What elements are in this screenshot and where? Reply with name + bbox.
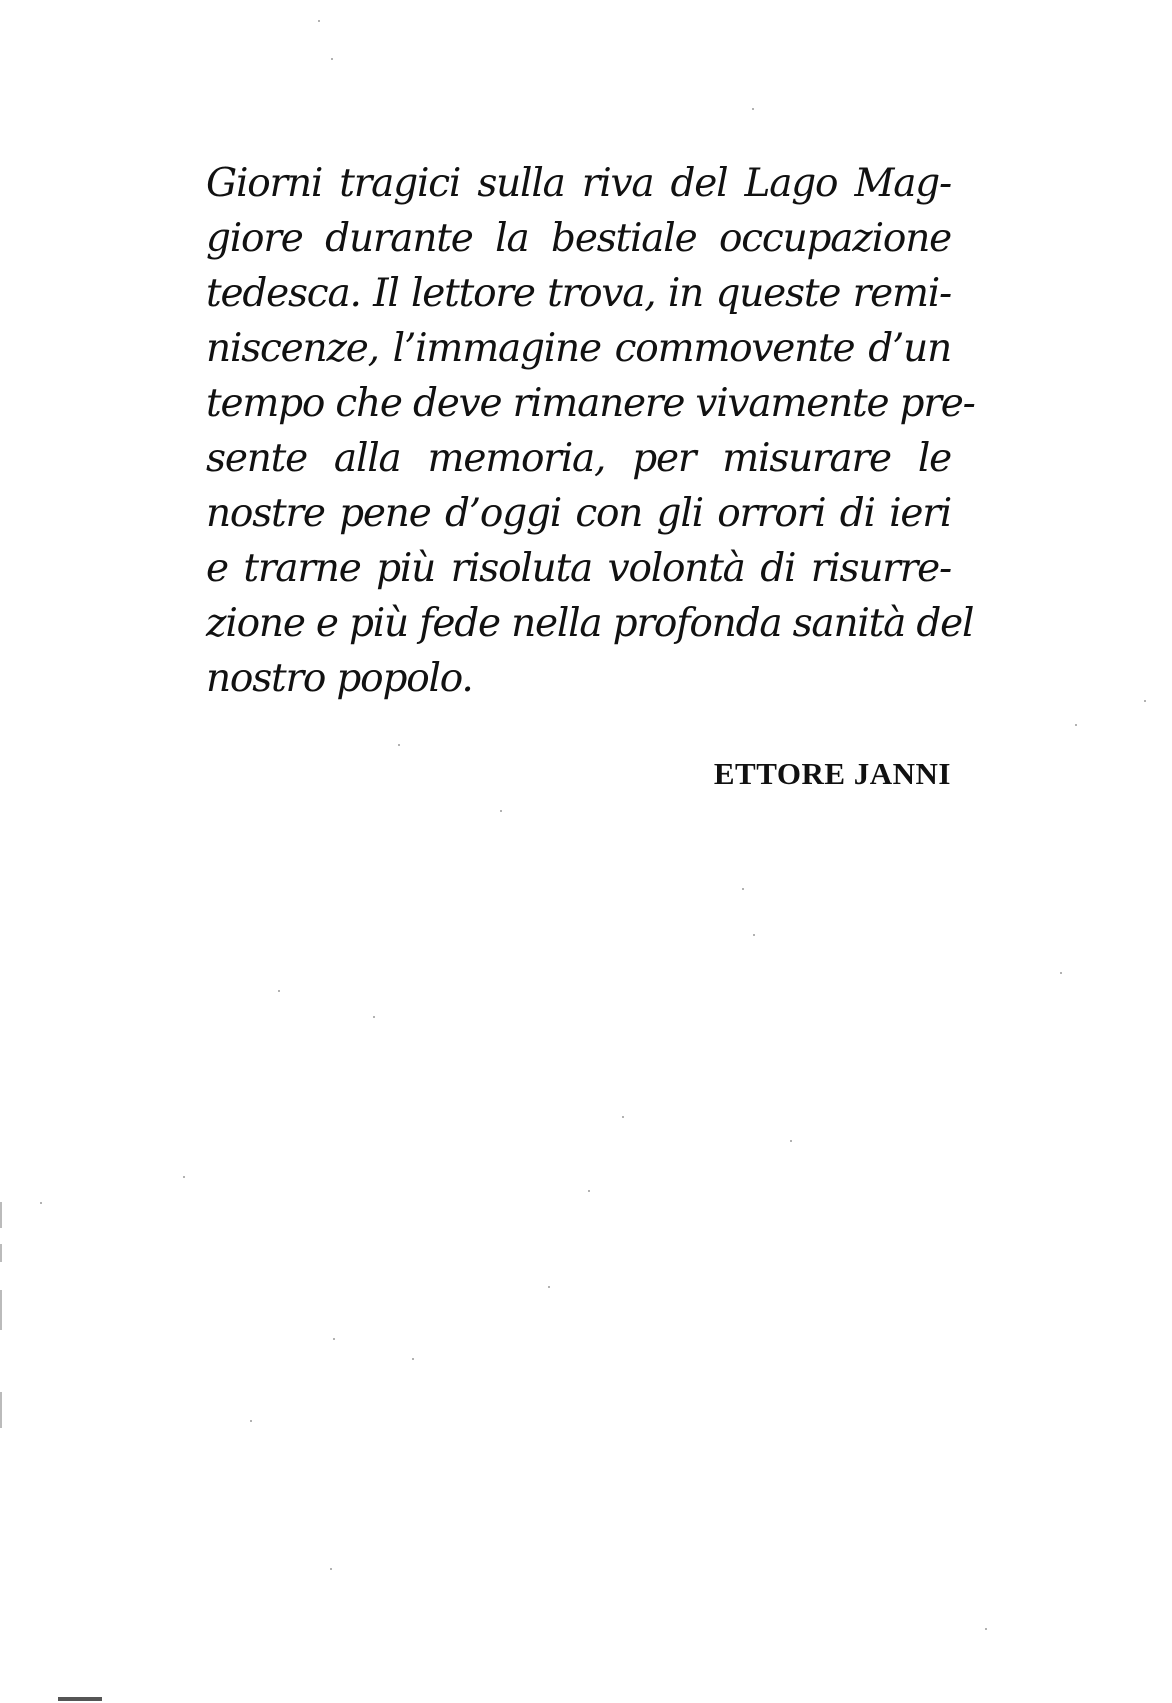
- paragraph-line: nostro popolo.: [206, 656, 473, 701]
- scan-speck: [1075, 724, 1077, 726]
- paragraph-line: zione e più fede nella profonda sanità del: [206, 601, 974, 646]
- scan-speck: [1144, 700, 1146, 702]
- scan-edge-mark: [0, 1392, 2, 1428]
- scan-speck: [318, 20, 320, 22]
- scan-speck: [790, 1140, 792, 1142]
- scan-speck: [333, 1338, 335, 1340]
- scan-speck: [985, 1628, 987, 1630]
- paragraph-line: nostre pene d’oggi con gli orrori di ieri: [206, 491, 951, 536]
- scan-speck: [1060, 972, 1062, 974]
- scan-bottom-mark: [58, 1697, 102, 1701]
- scan-speck: [588, 1190, 590, 1192]
- scan-speck: [183, 1176, 185, 1178]
- paragraph-line: tempo che deve rimanere vivamente pre-: [206, 381, 975, 426]
- blurb-paragraph: [206, 156, 975, 706]
- scan-speck: [373, 1016, 375, 1018]
- paragraph-line: giore durante la bestiale occupazione: [206, 216, 951, 261]
- scan-edge-mark: [0, 1290, 2, 1330]
- paragraph-line: niscenze, l’immagine commovente d’un: [206, 326, 951, 371]
- scan-speck: [742, 888, 744, 890]
- paragraph-line: sente alla memoria, per misurare le: [206, 436, 951, 481]
- paragraph-line: Giorni tragici sulla riva del Lago Mag-: [206, 161, 951, 206]
- scan-speck: [398, 744, 400, 746]
- scan-edge-mark: [0, 1202, 2, 1228]
- scan-speck: [250, 1420, 252, 1422]
- scan-speck: [40, 1202, 42, 1204]
- scan-speck: [622, 1116, 624, 1118]
- scan-speck: [500, 810, 502, 812]
- author-signature: ETTORE JANNI: [713, 756, 951, 791]
- paragraph-line: tedesca. Il lettore trova, in queste remi-: [206, 271, 951, 316]
- scan-edge-mark: [0, 1244, 2, 1262]
- scan-speck: [548, 1286, 550, 1288]
- scan-speck: [331, 58, 333, 60]
- scan-speck: [752, 108, 754, 110]
- scan-speck: [330, 1568, 332, 1570]
- paragraph-line: e trarne più risoluta volontà di risurre-: [206, 546, 951, 591]
- scan-speck: [412, 1358, 414, 1360]
- scan-speck: [753, 934, 755, 936]
- scan-speck: [278, 990, 280, 992]
